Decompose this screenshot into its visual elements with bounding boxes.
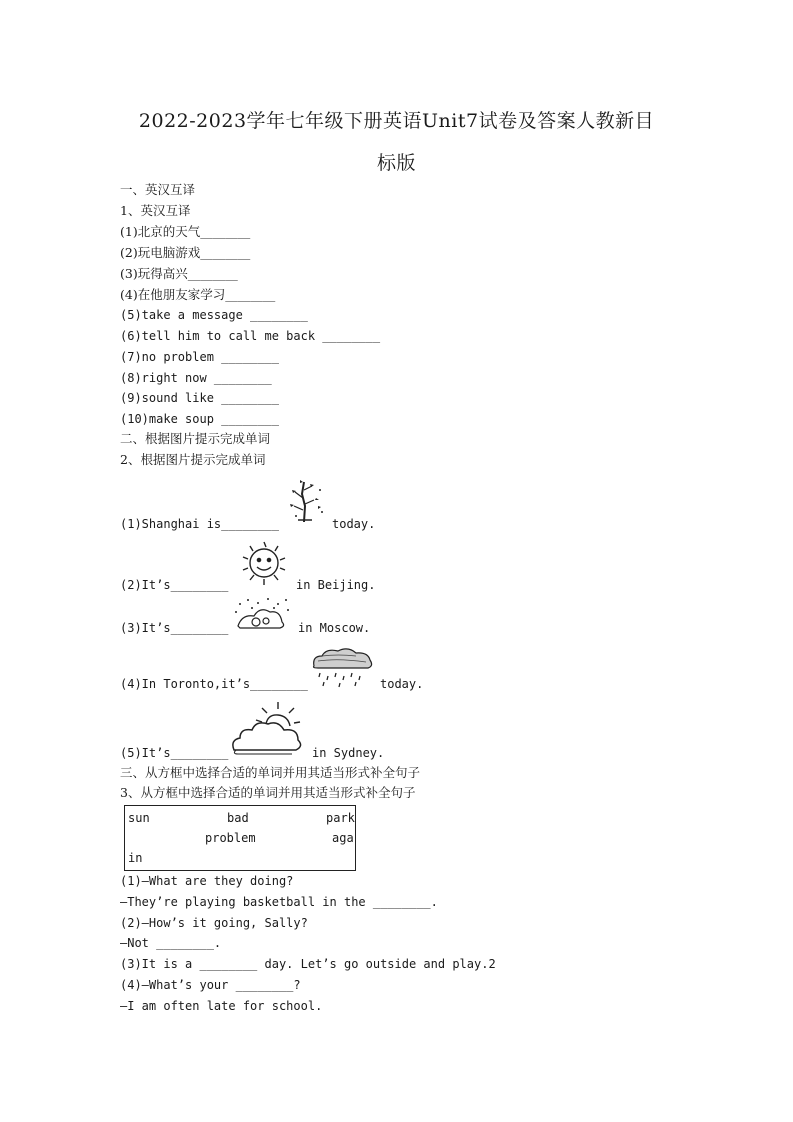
sun-cloud-icon: [228, 700, 306, 758]
section-3-subheading: 3、从方框中选择合适的单词并用其适当形式补全句子: [120, 785, 416, 800]
picture-question-suffix: in Moscow.: [298, 621, 371, 635]
windy-tree-icon: [286, 476, 326, 524]
section-2-subheading: 2、根据图片提示完成单词: [120, 452, 266, 467]
picture-question-suffix: in Sydney.: [312, 746, 385, 760]
section-3-heading: 三、从方框中选择合适的单词并用其适当形式补全句子: [120, 765, 421, 780]
picture-question-suffix: today.: [380, 677, 424, 691]
question-item: (8)right now ________: [120, 371, 272, 385]
word-box-word: bad: [227, 811, 249, 825]
question-item: (3)玩得高兴________: [120, 266, 238, 281]
picture-question-prefix: (2)It’s________: [120, 578, 229, 592]
section-1-subheading: 1、英汉互译: [120, 203, 191, 218]
snow-icon: [232, 596, 292, 632]
word-box-word: in: [128, 851, 143, 865]
exercise-line: —Not ________.: [120, 936, 222, 950]
exercise-line: (3)It is a ________ day. Let’s go outside and play.2: [120, 957, 496, 971]
picture-question-prefix: (1)Shanghai is________: [120, 517, 279, 531]
exercise-line: —I am often late for school.: [120, 999, 323, 1013]
picture-question-suffix: in Beijing.: [296, 578, 376, 592]
picture-question-prefix: (4)In Toronto,it’s________: [120, 677, 308, 691]
rain-cloud-icon: [308, 646, 376, 690]
question-item: (1)北京的天气________: [120, 224, 251, 239]
exercise-line: (2)—How’s it going, Sally?: [120, 916, 308, 930]
word-box: [124, 805, 356, 871]
title-line-1: 2022-2023学年七年级下册英语Unit7试卷及答案人教新目: [138, 110, 655, 132]
question-item: (9)sound like ________: [120, 391, 279, 405]
exercise-line: (1)—What are they doing?: [120, 874, 294, 888]
word-box-word: problem: [205, 831, 256, 845]
exercise-line: —They’re playing basketball in the ________.: [120, 895, 438, 909]
question-item: (2)玩电脑游戏________: [120, 245, 251, 260]
question-item: (5)take a message ________: [120, 308, 308, 322]
question-item: (7)no problem ________: [120, 350, 279, 364]
title-line-2: 标版: [376, 152, 416, 174]
word-box-word: sun: [128, 811, 150, 825]
word-box-word: aga: [332, 831, 354, 845]
picture-question-prefix: (3)It’s________: [120, 621, 229, 635]
question-item: (6)tell him to call me back ________: [120, 329, 381, 343]
word-box-word: park: [326, 811, 355, 825]
section-2-heading: 二、根据图片提示完成单词: [120, 431, 271, 446]
exercise-line: (4)—What’s your ________?: [120, 978, 301, 992]
section-1-heading: 一、英汉互译: [120, 182, 196, 197]
picture-question-suffix: today.: [332, 517, 376, 531]
question-item: (10)make soup ________: [120, 412, 279, 426]
sun-icon: [238, 538, 290, 588]
picture-question-prefix: (5)It’s________: [120, 746, 229, 760]
question-item: (4)在他朋友家学习________: [120, 287, 276, 302]
